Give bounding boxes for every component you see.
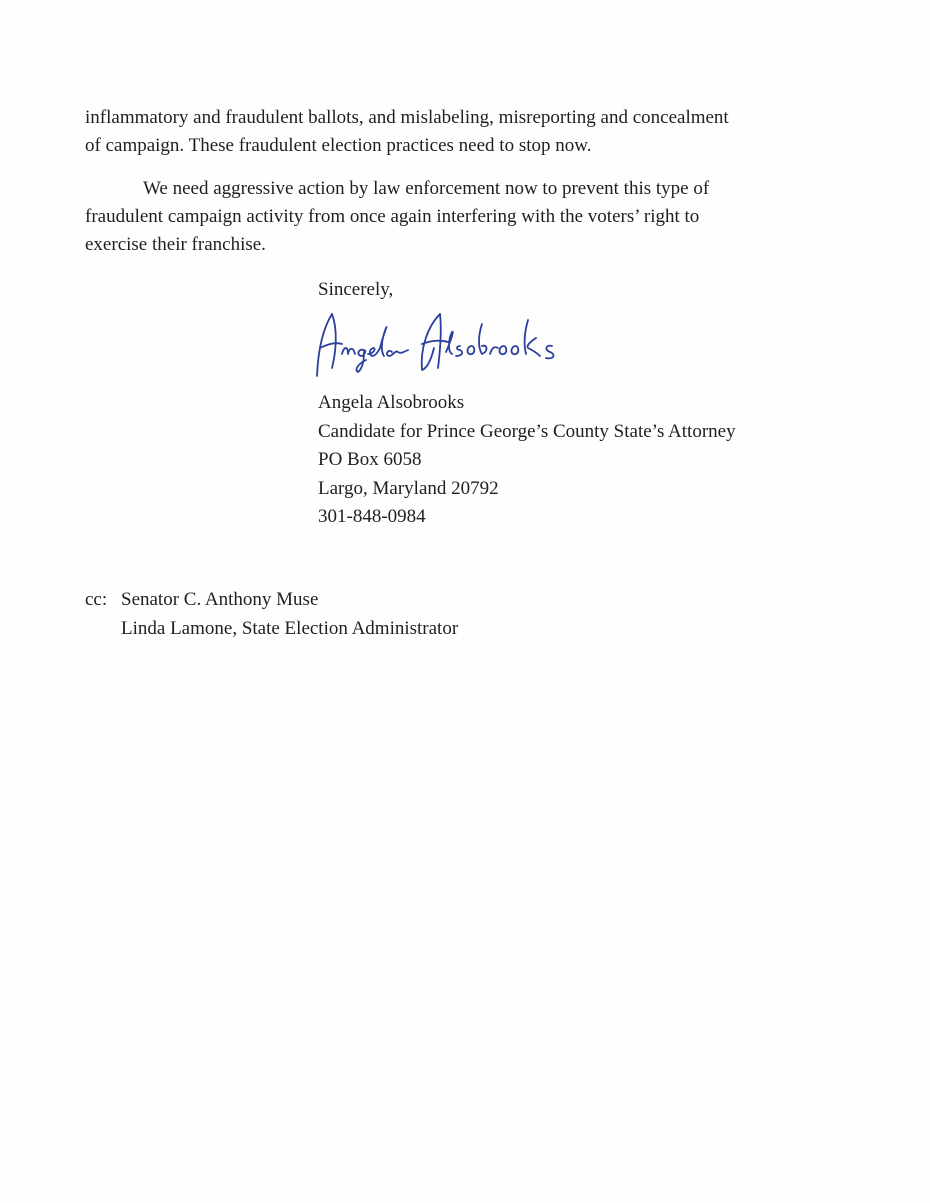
- signer-name: Angela Alsobrooks: [318, 392, 465, 413]
- closing-salutation: Sincerely,: [318, 279, 394, 300]
- cc-recipient: Senator C. Anthony Muse: [121, 589, 319, 610]
- cc-line: [85, 615, 458, 644]
- cc-recipient: Linda Lamone, State Election Administrator: [121, 617, 459, 639]
- paragraph-line-text: We need aggressive action by law enforcement now to prevent this type of: [143, 178, 710, 199]
- paragraph-line: fraudulent campaign activity from once again interfering with the voters’ right to: [85, 206, 700, 227]
- paragraph-line: of campaign. These fraudulent election practices need to stop now.: [85, 135, 592, 156]
- cc-line: [85, 586, 458, 615]
- signer-title: Candidate for Prince George’s County State’s Attorney: [318, 420, 736, 442]
- signature-block: [318, 389, 736, 532]
- paragraph-continuation: [85, 104, 825, 160]
- signer-address-line-1: PO Box 6058: [318, 449, 422, 470]
- handwritten-signature: [312, 308, 580, 384]
- cc-block: [85, 586, 458, 643]
- paragraph-line: exercise their franchise.: [85, 234, 266, 255]
- paragraph-call-to-action: [85, 175, 825, 259]
- paragraph-line: inflammatory and fraudulent ballots, and mislabeling, misreporting and concealment: [85, 107, 729, 128]
- cc-label: cc:: [85, 589, 108, 610]
- signer-address-line-2: Largo, Maryland 20792: [318, 477, 499, 499]
- signer-phone: 301-848-0984: [318, 506, 426, 527]
- paragraph-line: [85, 175, 825, 203]
